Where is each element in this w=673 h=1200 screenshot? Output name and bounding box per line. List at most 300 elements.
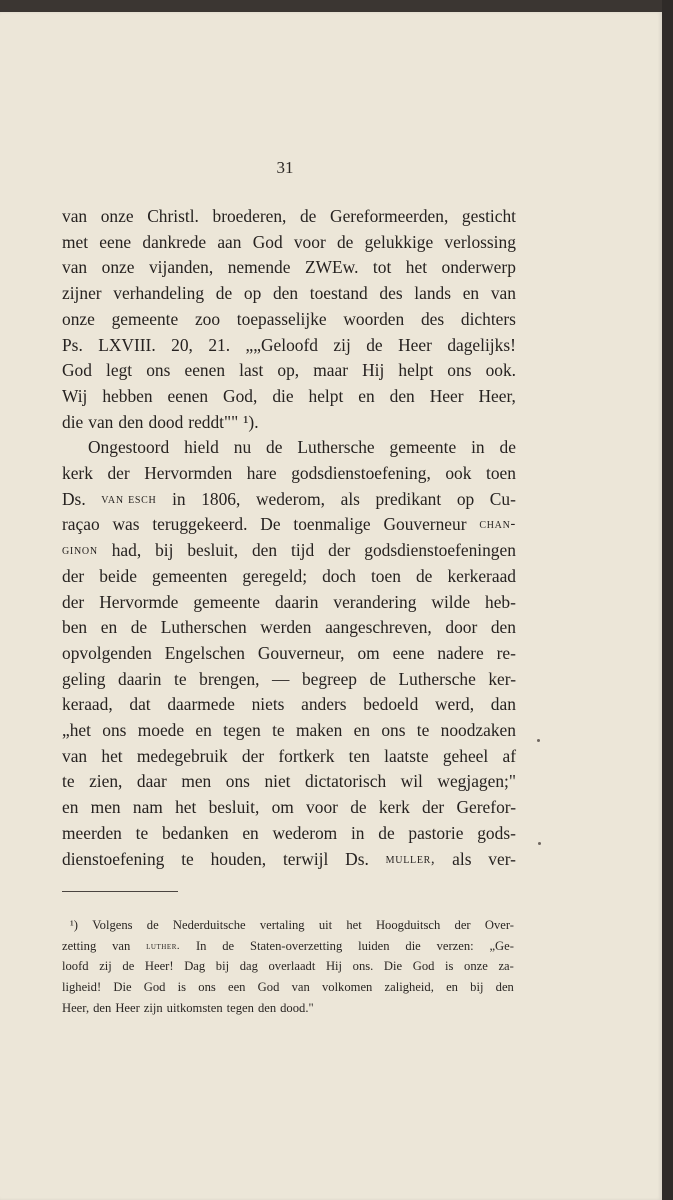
word: doch	[322, 565, 356, 586]
word: en	[446, 980, 458, 995]
word: en	[242, 822, 259, 843]
word: aan	[217, 231, 242, 252]
word: ben	[62, 617, 88, 638]
footnote-line	[62, 998, 514, 1019]
word: keraad,	[62, 694, 113, 715]
word: wederom,	[255, 488, 326, 509]
word: het	[175, 797, 197, 818]
word: zij	[333, 334, 351, 355]
word: godsdienstoefening,	[291, 463, 431, 484]
footnote-line	[62, 956, 514, 977]
word: ons	[447, 360, 472, 381]
word: Hij	[362, 360, 385, 381]
word: voor	[306, 797, 338, 818]
word: terwijl	[282, 848, 329, 869]
word: Heer	[429, 385, 464, 406]
word: te	[174, 668, 187, 689]
word: Nederduitsche	[172, 918, 246, 932]
word: onze	[464, 959, 488, 974]
word: de	[336, 231, 354, 252]
word: des	[420, 308, 445, 329]
word: te	[272, 720, 285, 741]
text-line	[62, 204, 516, 230]
word: gesticht	[461, 206, 516, 226]
word: Gouverneur,	[257, 642, 345, 663]
word: In	[195, 938, 207, 953]
word: dienstoefening	[62, 848, 165, 869]
word: der	[62, 591, 85, 612]
word: ook.	[485, 360, 516, 381]
word: de	[146, 918, 159, 932]
word: teruggekeerd.	[152, 514, 248, 535]
word: Heer!	[144, 959, 174, 974]
word: ons	[225, 771, 250, 792]
word: verlossing	[444, 231, 516, 252]
text-line	[62, 769, 516, 795]
word: medegebruik	[136, 745, 228, 766]
word: wegjagen;"	[437, 771, 516, 792]
word: men	[90, 797, 121, 818]
word: moede	[137, 720, 185, 741]
word: daarmede	[167, 694, 235, 715]
word: van esch	[101, 490, 157, 507]
word: als	[452, 848, 472, 869]
word: als	[340, 488, 360, 509]
word: dankrede	[142, 231, 207, 252]
footnote-line	[62, 915, 514, 936]
text-line	[62, 615, 516, 641]
word: brengen,	[199, 668, 260, 689]
word: en	[353, 720, 371, 741]
text-line	[62, 307, 516, 333]
word: dagelijks!	[447, 334, 516, 355]
word: der	[422, 797, 445, 818]
footnote-divider	[62, 891, 178, 892]
word: op	[243, 283, 262, 304]
word: gemeenten	[151, 565, 228, 586]
word: Dag	[184, 959, 206, 974]
word: beide	[99, 565, 137, 586]
word: tegen	[223, 720, 261, 741]
word: was	[112, 514, 140, 535]
word: dat	[129, 694, 151, 715]
word: een	[227, 980, 246, 995]
word: der	[107, 463, 130, 484]
word: in	[471, 437, 485, 458]
text-line	[62, 538, 516, 564]
word: God	[62, 360, 92, 381]
word: den	[251, 540, 278, 561]
word: nadere	[437, 642, 484, 663]
word: Heer	[398, 334, 432, 355]
word: zijner	[62, 283, 102, 304]
text-line	[62, 512, 516, 538]
word: te	[62, 771, 75, 792]
word: gelukkige	[364, 231, 434, 252]
word: meerden	[62, 822, 122, 843]
word: uit	[318, 918, 333, 932]
word: gemeente	[193, 591, 260, 612]
word: toestand	[309, 283, 368, 304]
word: Gerefor-	[456, 797, 516, 818]
word: besluit,	[208, 797, 260, 818]
word: door	[445, 617, 478, 638]
word: woorden	[343, 308, 405, 329]
word: opvolgenden	[62, 642, 152, 663]
word: raçao	[62, 514, 100, 535]
word: niets	[251, 694, 285, 715]
word: die	[62, 411, 84, 432]
word: helpt	[398, 360, 434, 381]
word: dichters	[460, 308, 516, 329]
word: op	[456, 488, 475, 509]
word: eenen	[167, 385, 209, 406]
page-edge-shadow	[662, 0, 673, 1200]
word: de	[215, 283, 233, 304]
text-line	[62, 358, 516, 384]
word: LXVIII.	[98, 334, 156, 355]
word: der	[328, 540, 351, 561]
word: legt	[106, 360, 133, 381]
word: den	[93, 1000, 112, 1015]
word: af	[502, 745, 516, 766]
word: God	[252, 231, 283, 252]
text-line	[62, 641, 516, 667]
word: ginon	[62, 542, 98, 559]
word: luiden	[358, 938, 390, 953]
ink-speck	[537, 739, 540, 742]
word: ¹).	[243, 411, 259, 432]
word: ook	[445, 463, 472, 484]
word: den	[257, 1000, 277, 1015]
word: gemeente	[389, 437, 457, 458]
word: Luthersche	[398, 668, 476, 689]
word: onze	[101, 257, 135, 278]
word: van	[490, 283, 516, 304]
word: toen	[370, 565, 401, 586]
word: ten	[348, 745, 370, 766]
word: de	[299, 206, 317, 226]
word: den	[495, 980, 514, 995]
word: zij	[99, 959, 112, 974]
text-line	[62, 692, 516, 718]
word: Ps.	[62, 334, 83, 355]
word: kerk	[378, 797, 410, 818]
word: 20,	[171, 334, 193, 355]
word: men	[181, 771, 212, 792]
word: laatste	[384, 745, 429, 766]
word: begreep	[301, 668, 358, 689]
word: het	[346, 918, 362, 932]
word: en	[195, 720, 212, 741]
word: Hervormde	[99, 591, 179, 612]
text-line	[62, 461, 516, 487]
text-line	[62, 435, 516, 461]
footnote-line	[62, 936, 514, 957]
word: ons	[198, 980, 216, 995]
word: hebben	[102, 385, 153, 406]
word: daarin	[118, 668, 162, 689]
word: maken	[295, 720, 343, 741]
word: is	[445, 959, 454, 974]
word: dood."	[280, 1000, 314, 1015]
word: muller,	[385, 850, 436, 867]
word: de	[366, 334, 383, 355]
word: nemende	[227, 257, 291, 278]
word: de	[350, 797, 367, 818]
word: om	[357, 642, 380, 663]
word: met	[62, 231, 89, 252]
word: niet	[264, 771, 291, 792]
text-line	[62, 590, 516, 616]
text-line	[62, 564, 516, 590]
word: verhandeling	[113, 283, 205, 304]
word: God	[412, 959, 435, 974]
word: Ongestoord	[88, 437, 170, 458]
word: Engelschen	[164, 642, 245, 663]
word: Hoogduitsch	[375, 918, 441, 932]
text-line	[62, 795, 516, 821]
word: Ds.	[62, 488, 86, 509]
word: houden,	[210, 848, 267, 869]
word: ¹)	[70, 918, 78, 932]
text-line	[62, 667, 516, 693]
word: Cu-	[489, 488, 516, 509]
word: reddt""	[188, 411, 239, 432]
word: tijd	[291, 540, 315, 561]
word: onze	[62, 308, 95, 329]
word: volkomen	[321, 980, 373, 995]
word: eene	[99, 231, 132, 252]
word: zaligheid,	[384, 980, 434, 995]
word: God,	[223, 385, 258, 406]
word: de	[415, 565, 433, 586]
word: geregeld;	[242, 565, 308, 586]
word: van	[88, 411, 114, 432]
word: ligheid!	[62, 980, 102, 995]
word: Gereformeerden,	[330, 206, 449, 226]
word: wederom	[272, 822, 338, 843]
word: chan-	[479, 516, 516, 533]
word: te	[181, 848, 194, 869]
word: te	[135, 822, 149, 843]
word: van	[62, 206, 88, 226]
word: in	[350, 822, 365, 843]
word: voor	[293, 231, 326, 252]
ink-speck	[538, 842, 541, 845]
word: en	[358, 385, 375, 406]
book-page	[0, 12, 662, 1200]
word: onderwerp	[441, 257, 516, 278]
word: en	[62, 797, 79, 818]
word: der	[241, 745, 265, 766]
word: van	[62, 257, 88, 278]
word: der	[62, 565, 85, 586]
word: godsdienstoefeningen	[364, 540, 516, 561]
word: zoo	[194, 308, 221, 329]
word: predikant	[375, 488, 442, 509]
word: eenen	[184, 360, 226, 381]
word: „Ge-	[489, 938, 514, 953]
word: en	[100, 617, 118, 638]
word: de	[130, 617, 148, 638]
word: broederen,	[212, 206, 287, 226]
word: Die	[383, 959, 403, 974]
word: bij	[155, 540, 174, 561]
word: dag	[239, 959, 258, 974]
word: zien,	[89, 771, 123, 792]
word: noodzaken	[440, 720, 516, 741]
text-line	[62, 718, 516, 744]
word: De	[260, 514, 281, 535]
word: Luthersche	[297, 437, 375, 458]
footnote	[62, 915, 514, 1019]
word: zetting	[62, 938, 97, 953]
word: last	[239, 360, 264, 381]
word: toepasselijke	[236, 308, 327, 329]
word: gemeente	[111, 308, 179, 329]
footnote-line	[62, 977, 514, 998]
word: Ds.	[345, 848, 369, 869]
text-line	[62, 744, 516, 770]
text-line	[62, 255, 516, 281]
word: vertaling	[259, 918, 305, 932]
word: fortkerk	[278, 745, 335, 766]
text-line	[62, 281, 516, 307]
word: loofd	[62, 959, 89, 974]
word: za-	[498, 959, 514, 974]
word: in	[172, 488, 186, 509]
word: pastorie	[408, 822, 464, 843]
word: verandering	[333, 591, 417, 612]
word: God	[143, 980, 166, 995]
word: is	[177, 980, 187, 995]
word: de	[499, 437, 516, 458]
text-line	[62, 487, 516, 513]
word: en	[462, 283, 480, 304]
word: bedoeld	[363, 694, 419, 715]
word: de	[378, 822, 395, 843]
word: bij	[470, 980, 484, 995]
text-line	[62, 230, 516, 256]
word: heb-	[485, 591, 516, 612]
word: gods-	[477, 822, 516, 843]
word: re-	[496, 642, 516, 663]
word: hield	[184, 437, 219, 458]
word: geheel	[442, 745, 489, 766]
word: wil	[400, 771, 423, 792]
word: tot	[372, 257, 392, 278]
word: „het	[62, 720, 91, 741]
word: den	[389, 385, 415, 406]
word: Wij	[62, 385, 88, 406]
word: God	[257, 980, 280, 995]
word: vijanden,	[148, 257, 214, 278]
text-line	[62, 821, 516, 847]
word: dood	[148, 411, 184, 432]
word: Heer,	[62, 1000, 90, 1015]
word: den	[490, 617, 516, 638]
word: maar	[313, 360, 348, 381]
word: Die	[113, 980, 132, 995]
word: werd,	[434, 694, 475, 715]
word: Lutherschen	[160, 617, 247, 638]
word: bij	[215, 959, 230, 974]
word: werden	[260, 617, 312, 638]
word: verzen:	[436, 938, 474, 953]
word: de	[369, 668, 386, 689]
word: Hervormden	[144, 463, 233, 484]
word: ons	[146, 360, 171, 381]
word: —	[272, 668, 290, 689]
word: de	[222, 938, 235, 953]
word: ver-	[488, 848, 516, 869]
word: geling	[62, 668, 106, 689]
word: nu	[233, 437, 252, 458]
word: Hij	[325, 959, 343, 974]
word: toen	[486, 463, 516, 484]
word: de	[266, 437, 283, 458]
word: bedanken	[161, 822, 229, 843]
word: kerk	[62, 463, 93, 484]
word: eene	[392, 642, 425, 663]
word: nam	[132, 797, 163, 818]
word: onze	[100, 206, 134, 226]
word: die	[272, 385, 294, 406]
text-line	[62, 410, 516, 436]
word: overlaadt	[268, 959, 316, 974]
word: aangeschreven,	[325, 617, 432, 638]
word: 21.	[208, 334, 231, 355]
text-line	[62, 847, 516, 873]
page-number: 31	[276, 158, 294, 177]
word: den	[118, 411, 144, 432]
word: den	[272, 283, 299, 304]
word: op,	[277, 360, 300, 381]
word: Christl.	[147, 206, 199, 226]
word: uitkomsten	[166, 1000, 223, 1015]
word: ons	[381, 720, 406, 741]
word: Gouverneur	[383, 514, 467, 535]
word: luther.	[146, 939, 181, 952]
text-line	[62, 384, 516, 410]
word: tegen	[226, 1000, 254, 1015]
word: Over-	[484, 918, 514, 932]
word: het	[405, 257, 428, 278]
word: kerkeraad	[447, 565, 516, 586]
word: het	[101, 745, 123, 766]
word: van	[62, 745, 88, 766]
text-line	[62, 333, 516, 359]
word: dan	[490, 694, 516, 715]
word: zijn	[143, 1000, 163, 1015]
word: Volgens	[92, 918, 133, 932]
word: die	[405, 938, 421, 953]
word: ZWEw.	[304, 257, 359, 278]
word: wilde	[431, 591, 471, 612]
word: 1806,	[201, 488, 241, 509]
word: hare	[246, 463, 277, 484]
word: de	[122, 959, 135, 974]
word: ker-	[488, 668, 516, 689]
word: anders	[301, 694, 347, 715]
word: „„Geloofd	[245, 334, 318, 355]
word: des	[379, 283, 403, 304]
word: besluit,	[187, 540, 239, 561]
word: helpt	[308, 385, 344, 406]
word: te	[416, 720, 430, 741]
word: daar	[136, 771, 167, 792]
